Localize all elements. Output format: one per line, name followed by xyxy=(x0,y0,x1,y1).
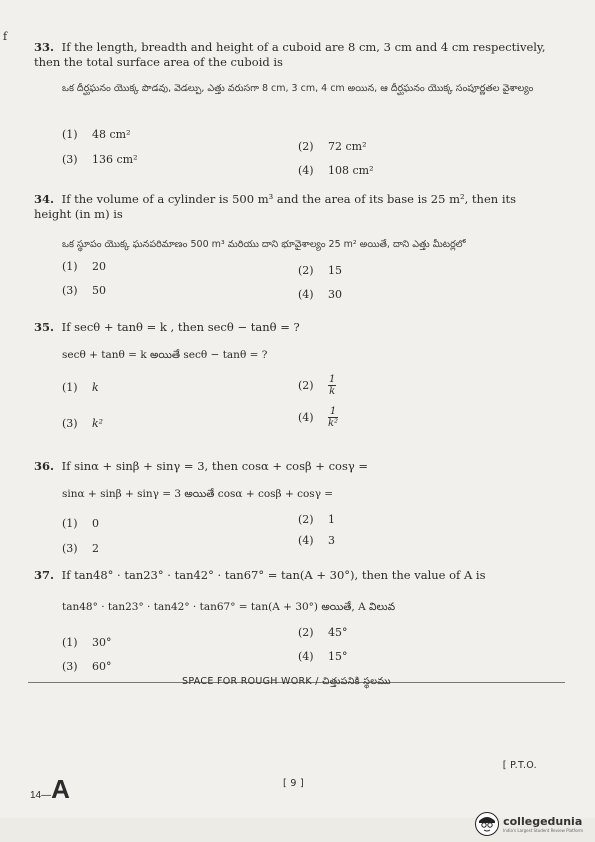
question-36-telugu: sinα + sinβ + sinγ = 3 అయితే cosα + cosβ + cosγ = xyxy=(62,488,334,500)
logo-tagline: India's Largest Student Review Platform xyxy=(503,828,583,833)
question-37 xyxy=(34,568,554,583)
question-number: 37. xyxy=(34,568,55,582)
question-37-telugu: tan48° · tan23° · tan42° · tan67° = tan(A + 30°) అయితే, A విలువ xyxy=(62,601,396,613)
question-35-telugu: secθ + tanθ = k అయితే secθ − tanθ = ? xyxy=(62,349,268,361)
booklet-code: 14—A xyxy=(30,774,70,804)
option-36-4: (4) 3 xyxy=(298,534,335,547)
option-35-1: (1) k xyxy=(62,381,99,394)
option-37-3: (3) 60° xyxy=(62,660,112,673)
option-36-1: (1) 0 xyxy=(62,517,99,530)
pto-label: [ P.T.O. xyxy=(502,760,537,771)
question-34-telugu: ఒక స్థూపం యొక్క ఘనపరిమాణం 500 m³ మరియు దాని భూవైశాల్యం 25 m² అయితే, దాని ఎత్తు మీటర్లలో xyxy=(62,239,466,250)
option-34-2: (2) 15 xyxy=(298,264,342,277)
option-33-2: (2) 72 cm² xyxy=(298,140,367,153)
question-34 xyxy=(34,192,554,222)
option-33-3: (3) 136 cm² xyxy=(62,153,138,166)
mascot-icon xyxy=(475,812,499,836)
question-36 xyxy=(34,459,554,474)
question-text: If tan48° · tan23° · tan42° · tan67° = tan(A + 30°), then the value of A is xyxy=(61,568,486,582)
question-text: If the length, breadth and height of a cuboid are 8 cm, 3 cm and 4 cm respectively, then the total surface area of the cuboid is xyxy=(34,40,546,69)
question-number: 33. xyxy=(34,40,55,54)
option-34-1: (1) 20 xyxy=(62,260,106,273)
question-text: If the volume of a cylinder is 500 m³ and the area of its base is 25 m², then its height (in m) is xyxy=(34,192,517,221)
option-35-4: (4) $\frac{1}{\text{k²}}$ xyxy=(298,406,339,429)
question-33-telugu: ఒక దీర్ఘఘనం యొక్క పొడవు, వెడల్పు, ఎత్తు వరుసగా 8 cm, 3 cm, 4 cm అయిన, ఆ దీర్ఘఘనం యొక్క సంపూర్ణతల వైశాల్యం xyxy=(62,83,534,94)
rough-work-label: SPACE FOR ROUGH WORK / చిత్తుపనికి స్థలము xyxy=(182,676,391,687)
option-35-2: (2) $\frac{1}{k}$ xyxy=(298,374,336,397)
question-33 xyxy=(34,40,554,70)
collegedunia-logo xyxy=(475,812,583,836)
option-36-2: (2) 1 xyxy=(298,513,335,526)
question-text: If sinα + sinβ + sinγ = 3, then cosα + cosβ + cosγ = xyxy=(61,459,369,473)
question-text: If secθ + tanθ = k , then secθ − tanθ = ? xyxy=(61,320,300,334)
page-number: [ 9 ] xyxy=(283,778,304,789)
question-35 xyxy=(34,320,554,335)
option-33-4: (4) 108 cm² xyxy=(298,164,374,177)
option-33-1: (1) 48 cm² xyxy=(62,128,131,141)
option-34-4: (4) 30 xyxy=(298,288,342,301)
question-number: 36. xyxy=(34,459,55,473)
option-37-2: (2) 45° xyxy=(298,626,348,639)
option-36-3: (3) 2 xyxy=(62,542,99,555)
option-35-3: (3) k² xyxy=(62,417,104,430)
question-number: 34. xyxy=(34,192,55,206)
option-37-1: (1) 30° xyxy=(62,636,112,649)
option-34-3: (3) 50 xyxy=(62,284,106,297)
logo-title: collegedunia xyxy=(503,815,583,828)
option-37-4: (4) 15° xyxy=(298,650,348,663)
question-number: 35. xyxy=(34,320,55,334)
corner-mark: f xyxy=(3,30,8,43)
